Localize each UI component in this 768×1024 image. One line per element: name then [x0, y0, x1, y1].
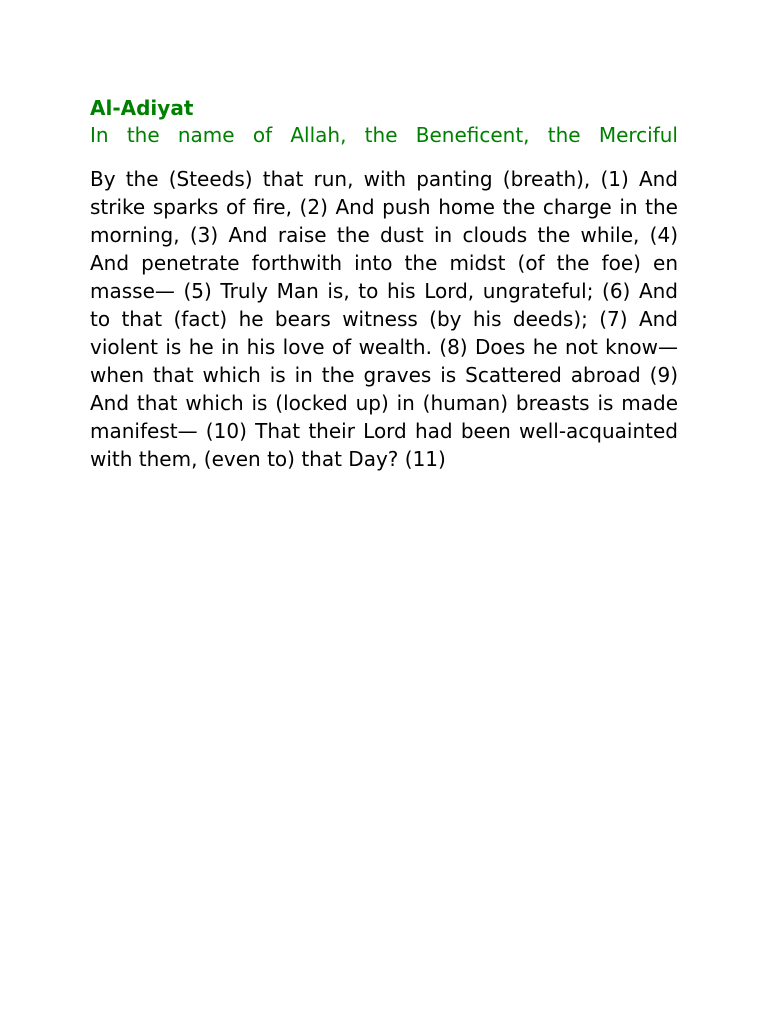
document-page — [90, 95, 678, 473]
surah-title: Al-Adiyat — [90, 96, 194, 120]
verse-text: By the (Steeds) that run, with panting (breath), (1) And strike sparks of fire, (2) And push home the charge in the morning, (3) And raise the dust in clouds the while, (4) And penetrate forthwith into the midst (of the foe) en masse— (5) Truly Man is, to his Lord, ungrateful; (6) And to that (fact) he bears witness (by his deeds); (7) And violent is he in his love of wealth. (8) Does he not know— when that which is in the graves is Scattered abroad (9) And that which is (locked up) in (human) breasts is made manifest— (10) That their Lord had been well-acquainted with them, (even to) that Day? (11) — [90, 167, 678, 471]
basmala-line: In the name of Allah, the Beneficent, the Merciful — [90, 123, 678, 147]
